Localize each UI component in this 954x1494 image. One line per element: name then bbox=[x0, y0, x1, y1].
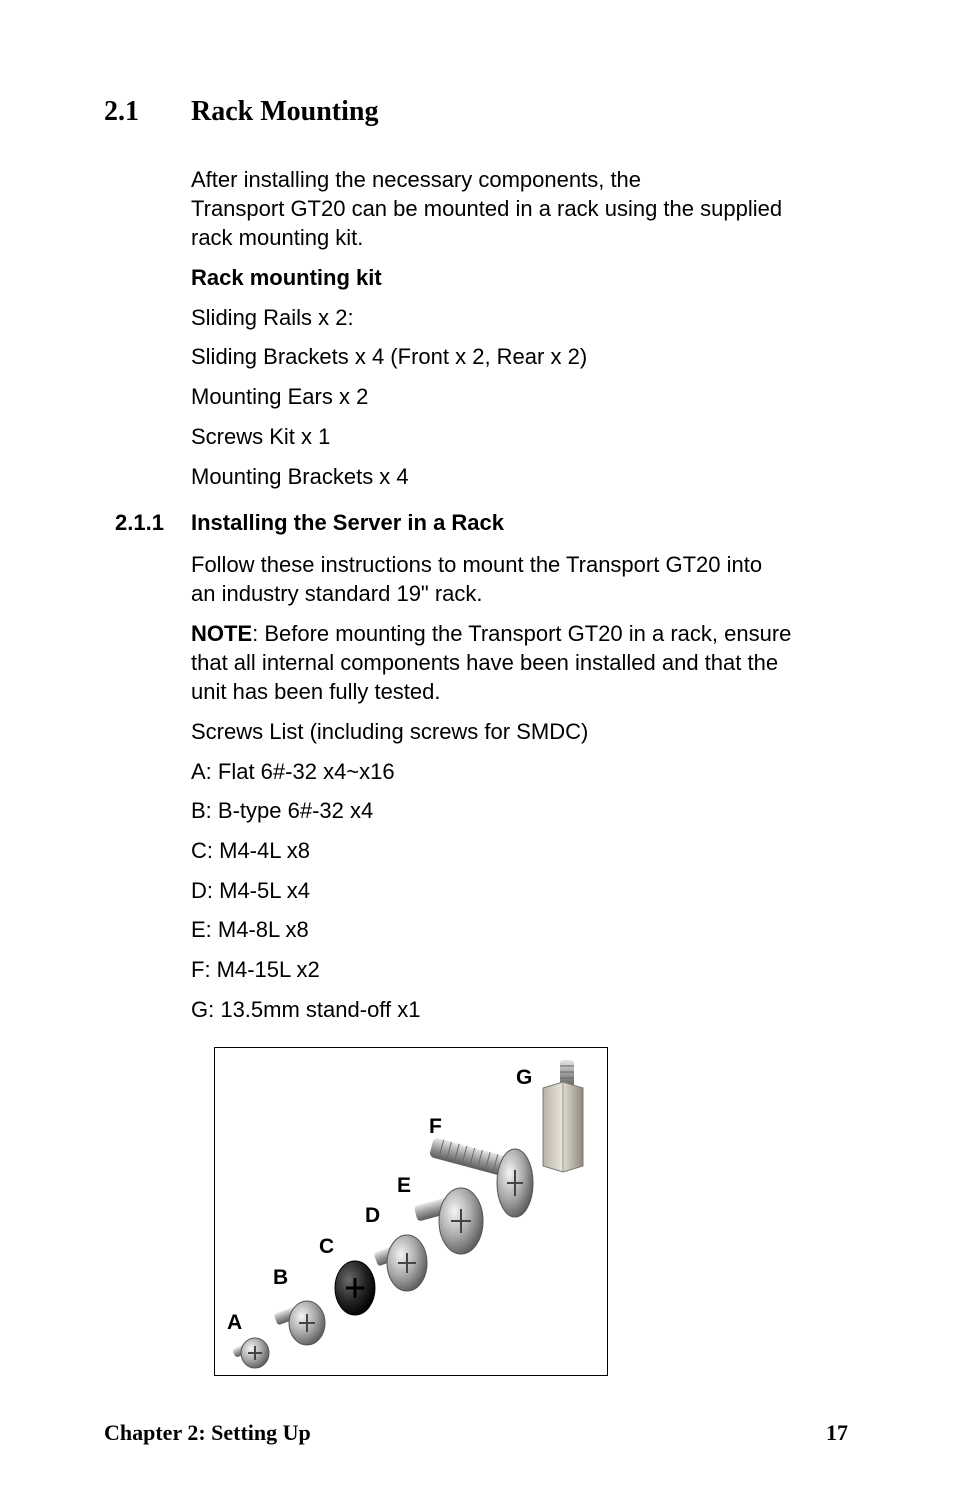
section-number: 2.1 bbox=[104, 96, 139, 127]
note-line-2: that all internal components have been installed and that the bbox=[191, 650, 779, 675]
section-title: Rack Mounting bbox=[191, 96, 379, 127]
kit-heading: Rack mounting kit bbox=[191, 265, 382, 290]
subsection-number: 2.1.1 bbox=[115, 510, 164, 535]
subsection-title: Installing the Server in a Rack bbox=[191, 510, 505, 535]
screw-a-icon bbox=[232, 1338, 269, 1368]
screw-item: A: Flat 6#-32 x4~x16 bbox=[191, 759, 395, 784]
screws-illustration bbox=[215, 1048, 607, 1375]
label-c: C bbox=[319, 1235, 335, 1258]
kit-item: Screws Kit x 1 bbox=[191, 424, 331, 449]
label-a: A bbox=[227, 1311, 243, 1334]
kit-item: Mounting Ears x 2 bbox=[191, 384, 369, 409]
intro-line-1: After installing the necessary components, the bbox=[191, 167, 642, 192]
standoff-g-icon bbox=[543, 1060, 583, 1172]
note-text: : Before mounting the Transport GT20 in a rack, ensure bbox=[252, 621, 792, 646]
page-number: 17 bbox=[826, 1420, 848, 1445]
screw-item: C: M4-4L x8 bbox=[191, 838, 311, 863]
note-line-1 bbox=[191, 619, 791, 648]
screw-e-icon bbox=[414, 1188, 483, 1254]
screw-item: D: M4-5L x4 bbox=[191, 878, 311, 903]
label-b: B bbox=[273, 1266, 289, 1289]
note-line-3: unit has been fully tested. bbox=[191, 679, 441, 704]
note-label: NOTE bbox=[191, 621, 253, 646]
intro-line-3: rack mounting kit. bbox=[191, 225, 364, 250]
screw-item: G: 13.5mm stand-off x1 bbox=[191, 997, 421, 1022]
label-d: D bbox=[365, 1204, 381, 1227]
screws-figure bbox=[214, 1047, 608, 1376]
screws-heading: Screws List (including screws for SMDC) bbox=[191, 719, 589, 744]
instructions-line-2: an industry standard 19" rack. bbox=[191, 581, 483, 606]
label-g: G bbox=[516, 1066, 533, 1089]
footer-chapter: Chapter 2: Setting Up bbox=[104, 1420, 311, 1445]
screw-d-icon bbox=[373, 1235, 427, 1291]
label-e: E bbox=[397, 1174, 412, 1197]
kit-item: Sliding Brackets x 4 (Front x 2, Rear x 2) bbox=[191, 344, 588, 369]
screw-b-icon bbox=[274, 1301, 325, 1345]
intro-line-2: Transport GT20 can be mounted in a rack using the supplied bbox=[191, 196, 783, 221]
label-f: F bbox=[429, 1115, 442, 1138]
screw-item: F: M4-15L x2 bbox=[191, 957, 320, 982]
instructions-line-1: Follow these instructions to mount the Transport GT20 into bbox=[191, 552, 763, 577]
screw-item: E: M4-8L x8 bbox=[191, 917, 309, 942]
kit-item: Sliding Rails x 2: bbox=[191, 305, 354, 330]
screw-item: B: B-type 6#-32 x4 bbox=[191, 798, 374, 823]
screw-c-icon bbox=[335, 1261, 375, 1315]
kit-item: Mounting Brackets x 4 bbox=[191, 464, 409, 489]
